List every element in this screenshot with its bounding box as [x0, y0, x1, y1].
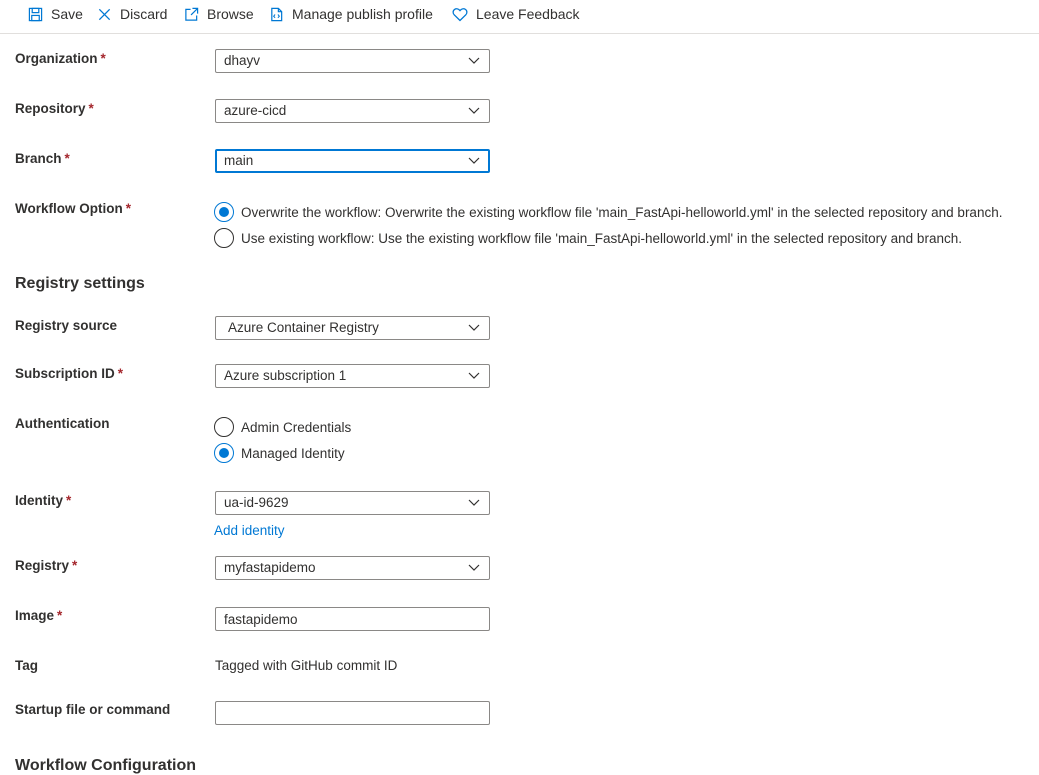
chevron-down-icon — [468, 324, 480, 332]
browse-label: Browse — [207, 6, 254, 22]
radio-button[interactable] — [214, 417, 234, 437]
tag-value: Tagged with GitHub commit ID — [215, 658, 398, 673]
manage-label: Manage publish profile — [292, 6, 433, 22]
save-icon — [28, 7, 43, 22]
registry-value: myfastapidemo — [224, 560, 316, 575]
registry-source-label: Registry source — [15, 318, 118, 333]
heart-icon — [452, 7, 468, 22]
startup-command-label: Startup file or command — [15, 702, 171, 717]
subscription-id-label: Subscription ID * — [15, 366, 124, 381]
tag-label: Tag — [15, 658, 38, 673]
registry-source-value: Azure Container Registry — [228, 320, 379, 335]
registry-settings-heading: Registry settings — [15, 275, 145, 292]
managed-identity-radio[interactable] — [214, 443, 345, 463]
image-label: Image * — [15, 608, 63, 623]
authentication-label: Authentication — [15, 416, 110, 431]
subscription-id-value: Azure subscription 1 — [224, 368, 347, 383]
save-button[interactable] — [28, 0, 83, 28]
subscription-id-dropdown[interactable] — [215, 364, 490, 388]
workflow-configuration-heading: Workflow Configuration — [15, 757, 197, 774]
add-identity-link[interactable]: Add identity — [214, 523, 285, 538]
browse-button[interactable] — [184, 0, 254, 28]
discard-button[interactable] — [97, 0, 167, 28]
identity-value: ua-id-9629 — [224, 495, 289, 510]
repository-label: Repository * — [15, 101, 94, 116]
registry-source-dropdown[interactable] — [215, 316, 490, 340]
startup-command-input[interactable] — [215, 701, 490, 725]
radio-button[interactable] — [214, 228, 234, 248]
manage-publish-profile-button[interactable] — [269, 0, 433, 28]
leave-feedback-button[interactable] — [452, 0, 580, 28]
save-label: Save — [51, 6, 83, 22]
image-input[interactable] — [215, 607, 490, 631]
branch-dropdown[interactable] — [215, 149, 490, 173]
organization-label: Organization * — [15, 51, 106, 66]
chevron-down-icon — [468, 499, 480, 507]
discard-label: Discard — [120, 6, 168, 22]
registry-dropdown[interactable] — [215, 556, 490, 580]
repository-value: azure-cicd — [224, 103, 287, 118]
admin-credentials-label: Admin Credentials — [241, 419, 352, 435]
open-external-icon — [184, 7, 199, 22]
use-existing-workflow-radio[interactable] — [214, 228, 962, 248]
chevron-down-icon — [468, 107, 480, 115]
repository-dropdown[interactable] — [215, 99, 490, 123]
managed-identity-label: Managed Identity — [241, 445, 345, 461]
branch-label: Branch * — [15, 151, 70, 166]
branch-value: main — [224, 153, 254, 168]
use-existing-workflow-label: Use existing workflow: Use the existing workflow file 'main_FastApi-helloworld.yml' in the selected repository and branch. — [241, 230, 962, 246]
command-bar — [0, 0, 1039, 34]
feedback-label: Leave Feedback — [476, 6, 580, 22]
identity-label: Identity * — [15, 493, 72, 508]
radio-button-checked[interactable] — [214, 202, 234, 222]
chevron-down-icon — [468, 564, 480, 572]
organization-value: dhayv — [224, 53, 261, 68]
document-icon — [269, 7, 284, 22]
chevron-down-icon — [468, 157, 480, 165]
admin-credentials-radio[interactable] — [214, 417, 351, 437]
overwrite-workflow-label: Overwrite the workflow: Overwrite the existing workflow file 'main_FastApi-helloworld.yml' in the selected repository and branch. — [241, 204, 1003, 220]
organization-dropdown[interactable] — [215, 49, 490, 73]
workflow-option-label: Workflow Option * — [15, 201, 132, 216]
overwrite-workflow-radio[interactable] — [214, 202, 1002, 222]
chevron-down-icon — [468, 372, 480, 380]
registry-label: Registry * — [15, 558, 78, 573]
chevron-down-icon — [468, 57, 480, 65]
identity-dropdown[interactable] — [215, 491, 490, 515]
close-icon — [97, 7, 112, 22]
radio-button-checked[interactable] — [214, 443, 234, 463]
